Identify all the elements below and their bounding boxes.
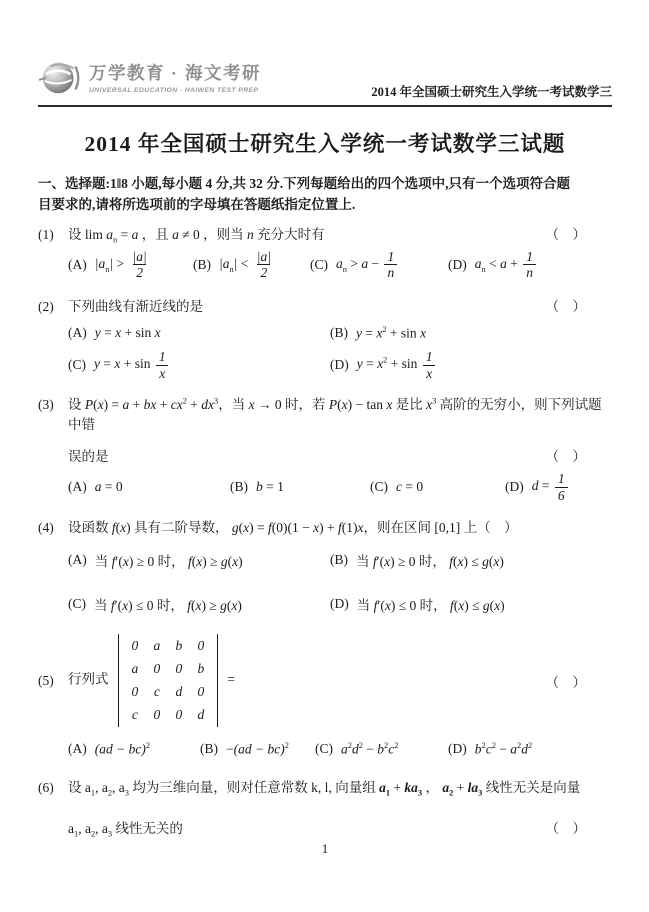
question-6 [38,776,612,798]
option-math: d = $\frac{1}{6}$ [532,471,570,503]
question-1-option-a [68,249,193,281]
option-math: 当 f′(x) ≤ 0 时， f(x) ≥ g(x) [94,598,242,614]
option-math: $a_n < a$ + $\frac{1}{n}$ [475,249,538,281]
question-2-options-row2 [68,349,612,381]
option-label: (A) [68,552,87,568]
option-math: c = 0 [396,479,424,495]
option-math: $a_n > a$ − $\frac{1}{n}$ [336,249,399,281]
question-2-stem: 下列曲线有渐近线的是 [68,298,203,314]
question-4-options-row1 [68,550,612,570]
logo-text [89,60,261,94]
question-3-option-b [230,471,370,503]
question-5-answer-blank: （ ） [545,674,586,690]
option-label: (D) [330,357,349,373]
question-3-option-d [505,471,612,503]
question-2-answer-blank: （ ） [545,298,586,314]
option-math: (ad − bc)$^2$ [94,741,151,757]
question-5-number: (5) [38,672,54,688]
option-label: (C) [370,479,388,495]
option-label: (A) [68,324,87,340]
question-3-stem-line1: 设 P(x) = a + bx + $cx^2 + dx^3$，当 x → 0 时，若 P(x) − tan x 是比 $x^3$ 高阶的无穷小，则下列试题中错 [68,396,602,433]
section-heading [38,174,612,216]
page-number: 1 [321,841,329,856]
brand-name: 万学教育 · 海文考研 [89,63,262,83]
option-math: $a^2d^2 - b^2c^2$ [341,741,399,757]
question-4-options-row2 [68,594,612,614]
question-5-stem: 行列式 0 a b 0 a 0 0 b 0 c d 0 c 0 0 d = [68,634,538,727]
section-line2: 目要求的,请将所选项前的字母填在答题纸指定位置上. [38,196,356,212]
question-4-number: (4) [38,520,54,536]
question-3-option-c [370,471,505,503]
question-3 [38,393,612,433]
question-3-number: (3) [38,397,54,413]
option-math: a = 0 [94,479,123,495]
question-2 [38,295,612,315]
question-4-option-a [68,550,330,570]
option-math: 当 f′(x) ≥ 0 时， f(x) ≥ g(x) [94,554,243,570]
haiwen-logo [38,54,261,100]
option-label: (B) [330,324,348,340]
brand-tagline: UNIVERSAL EDUCATION · HAIWEN TEST PREP [89,87,259,94]
option-label: (C) [68,596,86,612]
question-5-option-b [200,741,315,758]
question-2-option-d [330,349,612,381]
section-line1: 一、选择题:1‖8 小题,每小题 4 分,共 32 分.下列每题给出的四个选项中,只有一个选项符合题 [38,176,570,191]
page-header [38,54,612,107]
option-label: (B) [330,552,348,568]
question-1-stem: 设 $\lim a_n = a$ ，且 a ≠ 0 ，则当 n 充分大时有 [68,226,325,245]
option-math: $|a_n|$ > $\frac{|a|}{2}$ [94,248,147,281]
question-6-number: (6) [38,779,54,795]
question-3-stem-line2: 误的是 [68,449,109,465]
option-label: (D) [505,479,524,495]
option-math: −(ad − bc)$^2$ [226,741,289,757]
question-6-stem-line1: 设 $a_1$, $a_2$, $a_3$ 均为三维向量，则对任意常数 k, l, 向量组 $a_1 + ka_3$ ， $a_2 + la_3$ 线性无关是向量 [68,779,581,798]
option-label: (A) [68,479,87,495]
question-4-stem: 设函数 f(x) 具有二阶导数， g(x) = f(0)(1 − x) + f(1)x，则在区间 [0,1] 上（ ） [68,520,518,536]
option-math: $y = x^2 + \sin x$ [356,324,427,341]
option-math: $|a_n|$ < $\frac{|a|}{2}$ [219,248,271,281]
question-3-stem-line2-row [68,445,612,465]
question-5-option-d [448,741,612,758]
question-1-option-b [193,249,310,281]
question-4-option-d [330,594,612,614]
question-5 [38,634,612,727]
question-5-options [68,741,612,758]
option-math: y = x + sin x [94,324,161,340]
option-math: $y = x^2 + \sin$ $\frac{1}{x}$ [357,349,438,381]
option-label: (A) [68,256,87,272]
option-label: (B) [200,741,218,757]
option-label: (B) [230,479,248,495]
option-label: (C) [310,256,328,272]
question-1-number: (1) [38,226,54,242]
question-1 [38,223,612,245]
question-5-option-a [68,741,200,758]
option-label: (C) [315,741,333,757]
header-doc-label: 2014 年全国硕士研究生入学统一考试数学三 [371,85,612,99]
question-2-option-a [68,325,330,342]
question-4-option-c [68,594,330,614]
question-2-option-b [330,325,612,342]
question-1-answer-blank: （ ） [545,226,586,242]
question-1-option-c [310,249,448,281]
option-label: (C) [68,357,86,373]
option-math: y = x + sin $\frac{1}{x}$ [94,349,171,381]
exam-title: 2014 年全国硕士研究生入学统一考试数学三试题 [84,132,566,156]
option-label: (B) [193,256,211,272]
question-6-stem-line2-row [68,817,612,839]
question-1-options [68,249,612,281]
question-3-option-a [68,471,230,503]
question-3-answer-blank: （ ） [545,449,586,465]
globe-icon [38,54,84,100]
question-2-options-row1 [68,325,612,342]
option-math: 当 f′(x) ≤ 0 时， f(x) ≤ g(x) [356,598,505,614]
option-label: (A) [68,741,87,757]
question-6-answer-blank: （ ） [545,821,586,837]
question-4-option-b [330,550,612,570]
option-math: b = 1 [256,479,284,495]
question-6-stem-line2: $a_1$, $a_2$, $a_3$ 线性无关的 [68,821,183,839]
question-2-number: (2) [38,298,54,314]
option-label: (D) [448,741,467,757]
option-math: $b^2c^2 - a^2d^2$ [474,741,533,757]
question-5-option-c [315,741,448,758]
option-label: (D) [448,256,467,272]
question-1-option-d [448,249,612,281]
option-math: 当 f′(x) ≥ 0 时， f(x) ≤ g(x) [356,554,504,570]
question-2-option-c [68,349,330,381]
option-label: (D) [330,596,349,612]
question-4 [38,516,612,536]
question-3-options [68,471,612,503]
